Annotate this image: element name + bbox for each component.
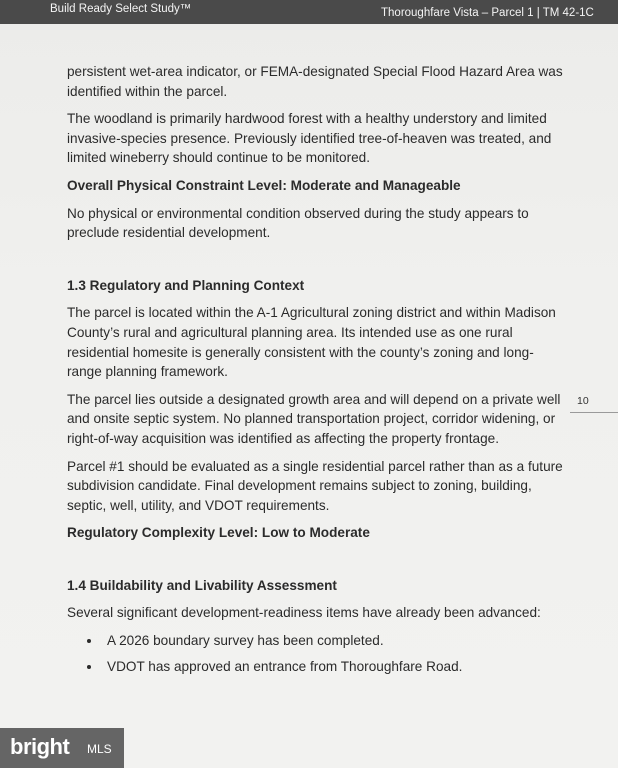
section-heading-regulatory: 1.3 Regulatory and Planning Context — [67, 277, 305, 293]
header-study-title: Build Ready Select Study™ — [50, 3, 192, 15]
bullet-icon — [87, 665, 91, 669]
paragraph-readiness: Several significant development-readiness items have already been advanced: — [67, 605, 541, 621]
paragraph-woodland: The woodland is primarily hardwood forest with a healthy understory and limited invasive-species presence. Previously identified tree-of-heaven was treated, and limited wineberry should continue to be monitored. — [67, 111, 552, 166]
heading-complexity-level: Regulatory Complexity Level: Low to Moderate — [67, 525, 370, 541]
list-item — [67, 657, 567, 677]
bright-logo: bright — [10, 734, 70, 759]
readiness-list — [67, 631, 567, 676]
paragraph-wet-area: persistent wet-area indicator, or FEMA-designated Special Flood Hazard Area was identified within the parcel. — [67, 64, 563, 99]
document-body — [67, 62, 567, 682]
header-parcel-id: Thoroughfare Vista – Parcel 1 | TM 42-1C — [381, 7, 594, 19]
page-number-rule — [570, 412, 618, 413]
mls-label: MLS — [87, 742, 112, 756]
list-item — [67, 631, 567, 651]
section-heading-buildability: 1.4 Buildability and Livability Assessment — [67, 577, 337, 593]
list-item-text: VDOT has approved an entrance from Thoroughfare Road. — [107, 658, 463, 674]
paragraph-single-parcel: Parcel #1 should be evaluated as a single residential parcel rather than as a future subdivision candidate. Final development remains subject to zoning, building, septic, well, utility, and VDOT requirements. — [67, 458, 563, 513]
bullet-icon — [87, 639, 91, 643]
mls-watermark — [0, 728, 124, 768]
paragraph-zoning: The parcel is located within the A-1 Agricultural zoning district and within Madison County’s rural and agricultural planning area. Its intended use as one rural residential homesite is generally consistent with the county’s zoning and long-range planning framework. — [67, 305, 556, 380]
running-header — [0, 0, 618, 24]
paragraph-no-constraint: No physical or environmental condition observed during the study appears to preclude residential development. — [67, 205, 529, 241]
heading-constraint-level: Overall Physical Constraint Level: Moderate and Manageable — [67, 177, 461, 193]
paragraph-growth-area: The parcel lies outside a designated growth area and will depend on a private well and onsite septic system. No planned transportation project, corridor widening, or right-of-way acquisition was identified as affecting the property frontage. — [67, 391, 561, 446]
page-number: 10 — [577, 395, 589, 407]
list-item-text: A 2026 boundary survey has been completed. — [107, 633, 384, 649]
